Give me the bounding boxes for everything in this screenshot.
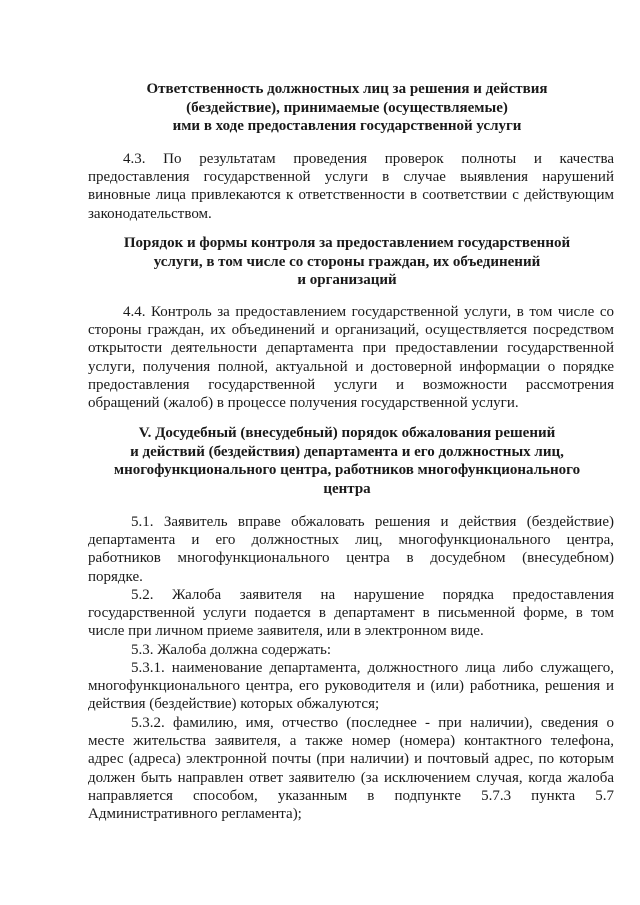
text-line: 5.3.2. фамилию, имя, отчество (последнее - при наличии), сведения о <box>131 715 614 731</box>
paragraph-5-2 <box>88 586 614 641</box>
text-line: предоставления государственной услуги и возможности рассмотрения <box>88 376 614 393</box>
text-line: действия (бездействие) которых обжалуются; <box>88 696 380 713</box>
paragraph-4-3 <box>88 150 614 223</box>
heading-line: центра <box>323 480 371 497</box>
heading-line: Ответственность должностных лиц за решения и действия <box>146 81 548 97</box>
text-line: 5.2. Жалоба заявителя на нарушение порядка предоставления <box>131 587 614 603</box>
paragraph-5-3 <box>88 641 614 659</box>
text-line: законодательством. <box>88 205 212 222</box>
heading-line: и действий (бездействия) департамента и его должностных лиц, <box>130 443 564 460</box>
heading-line: (бездействие), принимаемые (осуществляемые) <box>186 99 508 116</box>
text-line: числе при личном приеме заявителя, или в электронном виде. <box>88 623 484 640</box>
text-line: стороны граждан, их объединений и организаций, осуществляется посредством <box>88 322 614 339</box>
paragraph-4-4 <box>88 303 614 412</box>
paragraph-5-1 <box>88 513 614 586</box>
heading-line: Порядок и формы контроля за предоставлением государственной <box>123 235 571 251</box>
text-line: адрес (адреса) электронной почты (при наличии) и почтовый адрес, по которым <box>88 751 614 768</box>
text-line: обращений (жалоб) в процессе получения государственной услуги. <box>88 394 519 411</box>
text-line: государственной услуги подается в департамент в письменной форме, в том <box>88 605 614 622</box>
text-line: 4.3. По результатам проведения проверок полноты и качества <box>123 151 614 167</box>
heading-responsibility <box>80 80 614 136</box>
heading-line: ими в ходе предоставления государственной услуги <box>172 118 522 134</box>
text-line: департамента и его должностных лиц, многофункционального центра, <box>88 532 614 549</box>
heading-control <box>80 234 614 290</box>
text-line: направляется способом, указанным в подпункте 5.7.3 пункта 5.7 <box>88 787 614 804</box>
text-line: многофункционального центра, его руководителя и (или) работника, решения и <box>88 678 614 695</box>
heading-line: услуги, в том числе со стороны граждан, их объединений <box>153 253 541 270</box>
heading-line: многофункционального центра, работников многофункционального <box>113 462 581 478</box>
paragraph-5-3-2 <box>88 714 614 823</box>
text-line: 5.3. Жалоба должна содержать: <box>131 642 332 658</box>
text-line: 5.1. Заявитель вправе обжаловать решения и действия (бездействие) <box>131 514 614 530</box>
text-line: порядке. <box>88 568 143 585</box>
paragraph-5-3-1 <box>88 659 614 714</box>
text-line: услуги, получения полной, актуальной и достоверной информации о порядке <box>88 358 614 375</box>
text-line: 5.3.1. наименование департамента, должностного лица либо служащего, <box>131 660 614 676</box>
text-line: 4.4. Контроль за предоставлением государственной услуги, в том числе со <box>123 304 614 320</box>
text-line: виновные лица привлекаются к ответственности в соответствии с действующим <box>88 187 614 204</box>
text-line: предоставления государственной услуги в случае выявления нарушений <box>88 169 614 186</box>
text-line: работников многофункционального центра в досудебном (внесудебном) <box>88 550 614 567</box>
heading-line: V. Досудебный (внесудебный) порядок обжалования решений <box>138 425 556 441</box>
text-line: Административного регламента); <box>88 805 302 822</box>
text-line: должен быть направлен ответ заявителю (за исключением случая, когда жалоба <box>88 769 614 786</box>
heading-line: и организаций <box>297 272 397 288</box>
text-line: месте жительства заявителя, а также номер (номера) контактного телефона, <box>88 733 614 750</box>
text-line: открытости деятельности департамента при предоставлении государственной <box>88 340 614 357</box>
heading-section-5 <box>80 424 614 498</box>
